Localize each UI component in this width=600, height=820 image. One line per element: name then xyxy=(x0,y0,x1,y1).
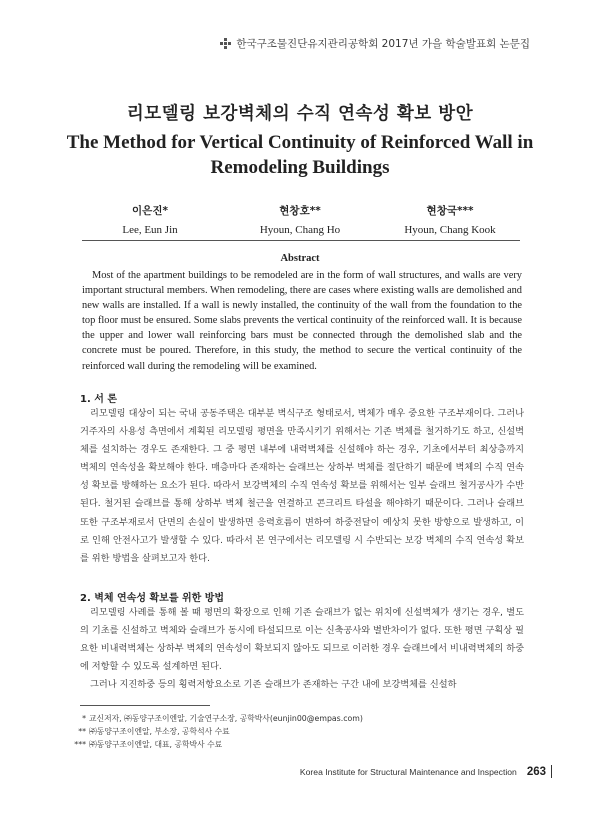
paragraph: 리모델링 사례를 통해 볼 때 평면의 확장으로 인해 기존 슬래브가 없는 위치에 신설벽체가 생기는 경우, 별도의 기초를 신설하고 벽체와 슬래브가 동시에 타설되므로 이는 신축공사와 별반차이가 없다. 또한 평면 구획상 필요한 비내력벽체는 상하부 벽체의 연속성이 확보되지 않아도 되므로 이러한 경우 슬래브에서 비내력벽체의 하중에 저항할 수 있도록 설계하면 된다. xyxy=(80,607,524,673)
section-heading: 2. 벽체 연속성 확보를 위한 방법 xyxy=(80,593,225,604)
footnote xyxy=(62,738,363,751)
author-name-english: Lee, Eun Jin xyxy=(122,224,178,236)
author-name-korean: 현창호** xyxy=(279,205,321,217)
divider xyxy=(82,240,520,241)
footnote-mark: * xyxy=(82,714,86,723)
page-footer xyxy=(300,765,552,778)
author-name-korean: 현창국*** xyxy=(426,205,474,217)
footnote-divider xyxy=(80,705,210,706)
footnote xyxy=(62,712,363,725)
author xyxy=(80,203,220,236)
footnotes xyxy=(62,712,363,751)
footnote-mark: ** xyxy=(78,727,86,736)
footnote-mark: *** xyxy=(74,740,86,749)
abstract-heading: Abstract xyxy=(280,253,320,264)
author-name-english: Hyoun, Chang Kook xyxy=(404,224,496,236)
author xyxy=(230,203,370,236)
title-korean: 리모델링 보강벽체의 수직 연속성 확보 방안 xyxy=(126,104,474,124)
page-number: 263 xyxy=(526,765,546,778)
footnote xyxy=(62,725,363,738)
author-name-korean: 이은진* xyxy=(132,205,168,217)
running-header xyxy=(220,36,530,51)
title-english: The Method for Vertical Continuity of Reinforced Wall in Remodeling Buildings xyxy=(66,132,534,178)
abstract-text: Most of the apartment buildings to be remodeled are in the form of wall structures, and walls are very important structural members. When remodeling, there are cases where existing walls are demolished and new walls are installed. If a wall is newly installed, the continuity of the wall from the foundation to the top floor must be ensured. Some slabs prevents the vertical continuity of the reinforced wall. It is because the upper and lower wall reinforcing bars must be connected through the demolished slab and the concrete must be poured. Therefore, in this study, the method to secure the vertical continuity of the reinforced wall during the remodeling will be examined. xyxy=(82,270,522,372)
paragraph: 리모델링 대상이 되는 국내 공동주택은 대부분 벽식구조 형태로서, 벽체가 매우 중요한 구조부재이다. 그러나 거주자의 사용성 측면에서 계획된 리모델링 평면을 만족시키기 위해서는 기존 벽체를 철거하기도 하고, 신설벽체를 설치하는 경우도 존재한다. 그 중 평면 내부에 내력벽체를 신설해야 하는 경우, 기초에서부터 최상층까지 벽체의 연속성을 확보해야 한다. 매층마다 존재하는 슬래브는 상하부 벽체를 절단하기 때문에 벽체의 수직 연속성 확보를 방해하는 요소가 된다. 따라서 보강벽체의 수직 연속성 확보를 위해서는 일부 슬래브 철거공사가 수반된다. 철거된 슬래브를 통해 상하부 벽체 철근을 연결하고 콘크리트 타설을 해야하기 때문이다. 그러나 슬래브 또한 구조부재로서 단면의 손실이 발생하면 응력흐름이 변하여 하중전달이 예상치 못한 방향으로 발생하고, 이로 인해 안전사고가 발생할 수 있다. 따라서 본 연구에서는 리모델링 시 수반되는 보강 벽체의 수직 연속성 확보를 위한 방법을 살펴보고자 한다. xyxy=(80,408,524,564)
author-list xyxy=(80,203,520,236)
header-text: 한국구조물진단유지관리공학회 2017년 가을 학술발표회 논문집 xyxy=(236,38,530,50)
dots-logo-icon xyxy=(220,38,231,49)
author xyxy=(380,203,520,236)
footnote-text: 교신저자, ㈜동양구조이엔알, 기술연구소장, 공학박사(eunjin00@empas.com) xyxy=(89,714,363,723)
footnote-text: ㈜동양구조이엔알, 부소장, 공학석사 수료 xyxy=(89,727,230,736)
footnote-text: ㈜동양구조이엔알, 대표, 공학박사 수료 xyxy=(89,740,223,749)
footer-bar xyxy=(551,765,552,778)
author-name-english: Hyoun, Chang Ho xyxy=(259,224,341,236)
paragraph: 그러나 지진하중 등의 횡력저항요소로 기존 슬래브가 존재하는 구간 내에 보강벽체를 신설하 xyxy=(90,679,457,690)
footer-organization: Korea Institute for Structural Maintenance and Inspection xyxy=(299,766,517,777)
section-heading: 1. 서 론 xyxy=(80,394,118,405)
